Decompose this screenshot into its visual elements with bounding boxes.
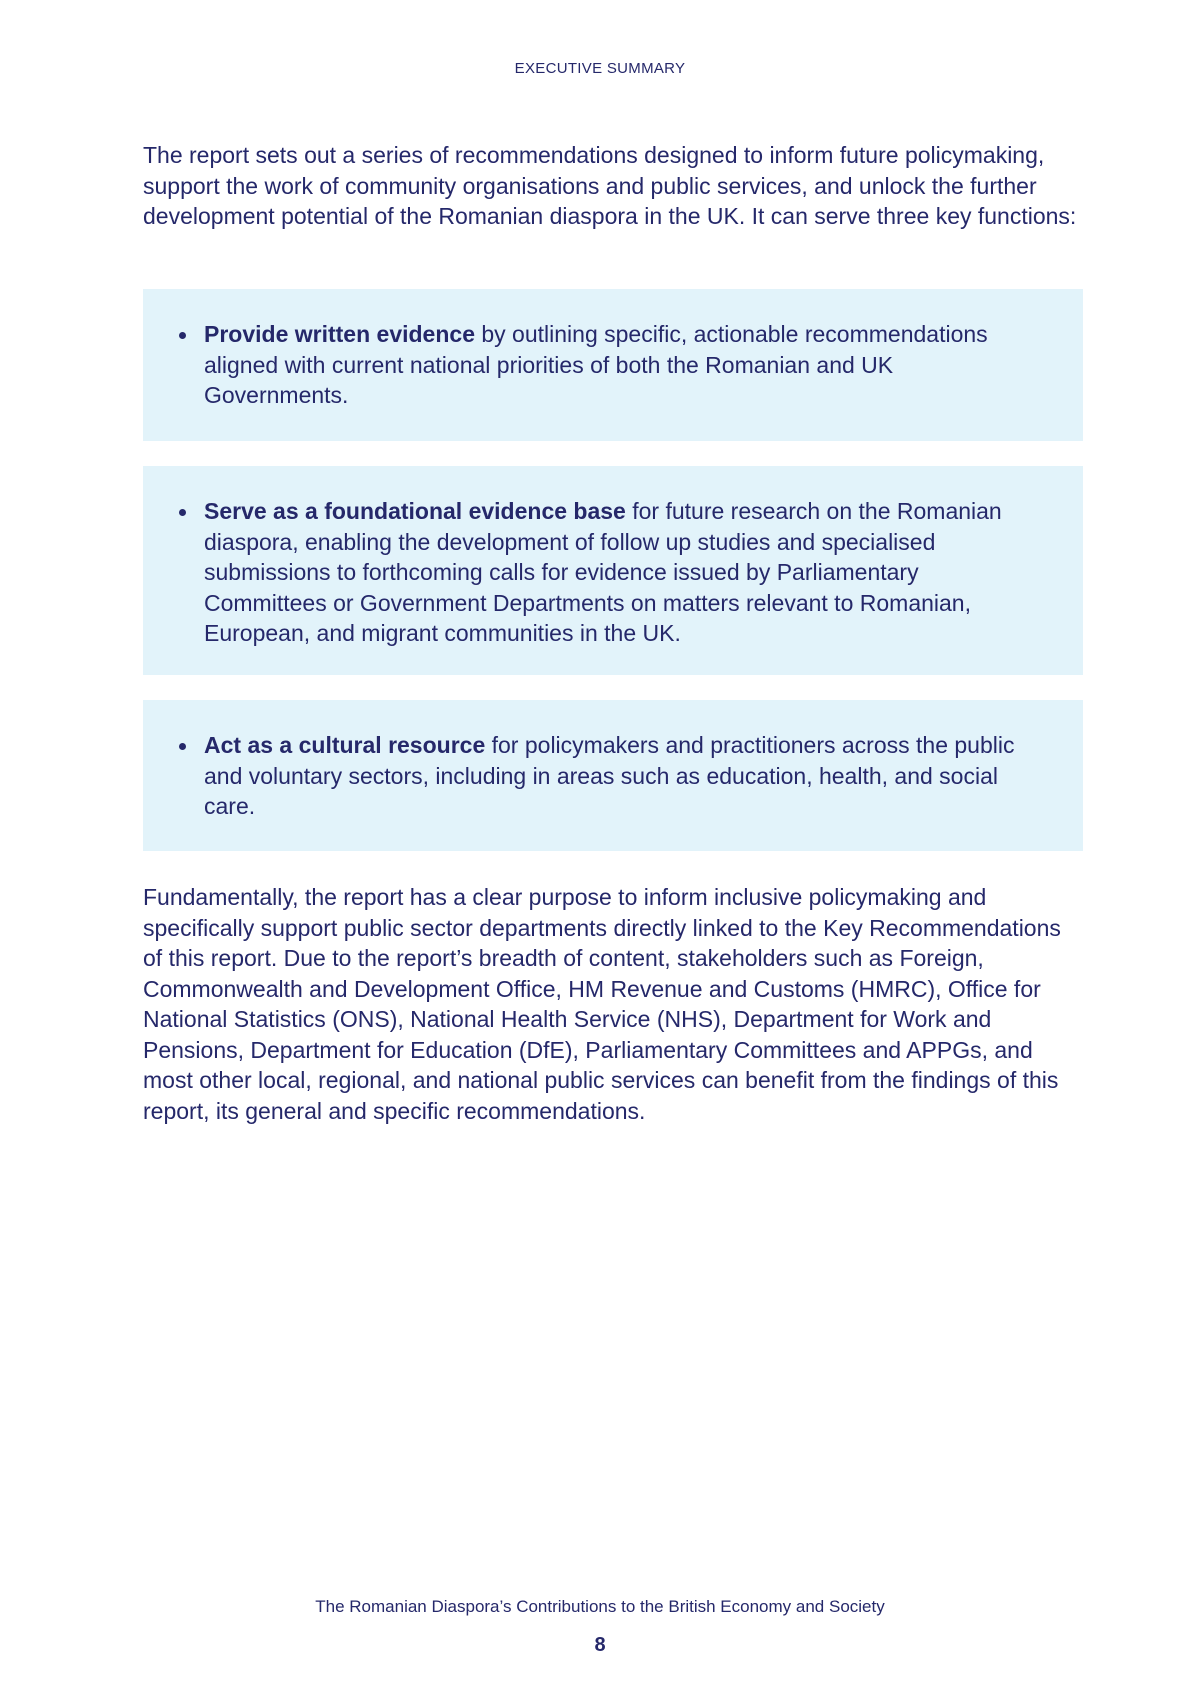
function-box-written-evidence — [143, 289, 1083, 441]
function-box-evidence-base — [143, 466, 1083, 675]
bullet-icon — [179, 509, 186, 516]
function-title: Serve as a foundational evidence base — [204, 498, 626, 524]
bullet-icon — [179, 743, 186, 750]
function-item — [204, 730, 1033, 822]
function-description: for policymakers and practitioners across the public and voluntary sectors, including in areas such as education, health, and social care. — [204, 732, 1015, 819]
intro-paragraph: The report sets out a series of recommendations designed to inform future policymaking, support the work of community organisations and public services, and unlock the further development potential of the Romanian diaspora in the UK. It can serve three key functions: — [143, 142, 1077, 229]
function-item — [204, 319, 1033, 411]
function-title: Act as a cultural resource — [204, 732, 486, 758]
function-list — [204, 730, 1033, 822]
function-title: Provide written evidence — [204, 321, 475, 347]
function-description: by outlining specific, actionable recommendations aligned with current national priorities of both the Romanian and UK Governments. — [204, 321, 988, 408]
function-list — [204, 496, 1033, 649]
running-header: EXECUTIVE SUMMARY — [514, 60, 686, 77]
footer-report-title: The Romanian Diaspora’s Contributions to the British Economy and Society — [315, 1597, 885, 1616]
function-description: for future research on the Romanian diaspora, enabling the development of follow up studies and specialised submissions to forthcoming calls for evidence issued by Parliamentary Committees or Government Departments on matters relevant to Romanian, European, and migrant communities in the UK. — [204, 498, 1002, 646]
bullet-icon — [179, 332, 186, 339]
function-item — [204, 496, 1033, 649]
function-box-cultural-resource — [143, 700, 1083, 851]
function-list — [204, 319, 1033, 411]
closing-paragraph: Fundamentally, the report has a clear purpose to inform inclusive policymaking and specifically support public sector departments directly linked to the Key Recommendations of this report. Due to the report’s breadth of content, stakeholders such as Foreign, Commonwealth and Development Office, HM Revenue and Customs (HMRC), Office for National Statistics (ONS), National Health Service (NHS), Department for Work and Pensions, Department for Education (DfE), Parliamentary Committees and APPGs, and most other local, regional, and national public services can benefit from the findings of this report, its general and specific recommendations. — [143, 884, 1061, 1124]
page-number: 8 — [594, 1634, 606, 1656]
